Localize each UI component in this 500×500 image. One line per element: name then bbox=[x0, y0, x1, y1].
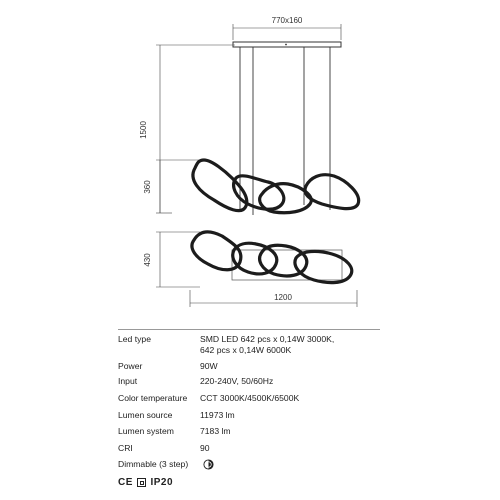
ceiling-canopy bbox=[233, 42, 341, 47]
spec-label: Power bbox=[118, 361, 143, 371]
dimmable-icon bbox=[203, 459, 214, 470]
ce-mark: CE bbox=[118, 477, 133, 488]
spec-value: CCT 3000K/4500K/6500K bbox=[200, 393, 300, 403]
spec-value: 90 bbox=[200, 443, 210, 453]
suspension-wires bbox=[240, 47, 330, 215]
fixture-side-view bbox=[193, 160, 359, 213]
spec-label: CRI bbox=[118, 443, 133, 453]
spec-value: 7183 lm bbox=[200, 426, 231, 436]
length-label: 1200 bbox=[274, 293, 292, 302]
certification-marks bbox=[118, 477, 173, 488]
spec-label: Color temperature bbox=[118, 393, 188, 403]
spec-value-line2: 642 pcs x 0,14W 6000K bbox=[200, 345, 292, 355]
canopy-dimension-label: 770x160 bbox=[271, 16, 303, 25]
spec-value: 90W bbox=[200, 361, 218, 371]
spec-label: Lumen source bbox=[118, 410, 173, 420]
canopy-dimension bbox=[233, 24, 341, 40]
spec-label: Led type bbox=[118, 334, 151, 344]
spec-label: Input bbox=[118, 376, 138, 386]
ip-rating: IP20 bbox=[150, 477, 174, 488]
spec-label: Dimmable (3 step) bbox=[118, 459, 189, 469]
spec-label: Lumen system bbox=[118, 426, 174, 436]
top-view-height-label: 430 bbox=[143, 253, 152, 267]
class-ii-icon bbox=[137, 478, 146, 487]
specs-divider bbox=[118, 329, 380, 330]
spec-value: 11973 lm bbox=[200, 410, 235, 420]
total-height-label: 1500 bbox=[139, 121, 148, 139]
body-height-label: 360 bbox=[143, 180, 152, 194]
total-height-dimension bbox=[156, 45, 235, 213]
spec-value: 220-240V, 50/60Hz bbox=[200, 376, 274, 386]
spec-value bbox=[200, 459, 214, 470]
spec-value: SMD LED 642 pcs x 0,14W 3000K, bbox=[200, 334, 335, 344]
